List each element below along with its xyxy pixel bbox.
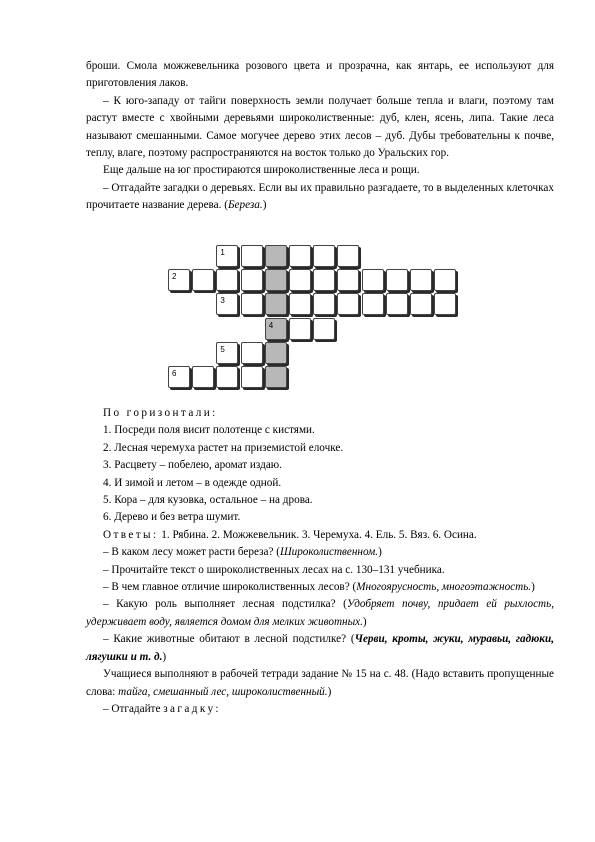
paragraph-h xyxy=(86,405,554,422)
paragraph-q4 xyxy=(86,596,554,631)
crossword-cell xyxy=(337,269,359,291)
crossword-cell xyxy=(289,318,311,340)
paragraph-c1 xyxy=(86,422,554,439)
crossword-cell xyxy=(216,342,238,364)
crossword-cell xyxy=(386,293,408,315)
crossword-cell xyxy=(241,245,263,267)
crossword-cell xyxy=(313,245,335,267)
paragraph-q1 xyxy=(86,544,554,561)
crossword-cell xyxy=(216,245,238,267)
paragraph-q3 xyxy=(86,579,554,596)
text-run: – В каком лесу может расти береза? ( xyxy=(103,546,280,559)
clue-number: 6 xyxy=(172,369,177,378)
text-run: Черви, кроты, жуки, муравьи, гадюки, лягушки и т. д. xyxy=(86,633,554,663)
crossword-cell-highlighted xyxy=(265,366,287,388)
paragraph-c2 xyxy=(86,440,554,457)
text-run: Учащиеся выполняют в рабочей тетради задание № 15 на с. 48. (Надо вставить пропущенные слова: xyxy=(86,668,554,698)
crossword-cell xyxy=(216,269,238,291)
clue-number: 2 xyxy=(172,272,177,282)
text-run: 6. Дерево и без ветра шумит. xyxy=(103,511,241,524)
paragraph-last xyxy=(86,701,554,718)
text-run: ) xyxy=(262,199,267,212)
crossword-cell xyxy=(216,293,238,315)
clue-number: 5 xyxy=(220,344,225,354)
paragraph-c3 xyxy=(86,457,554,474)
text-run: – Какие животные обитают в лесной подстилке? ( xyxy=(103,633,355,646)
crossword-cell xyxy=(337,245,359,267)
text-run: – К юго-западу от тайги поверхность земли получает больше тепла и влаги, поэтому там растут вместе с хвойными деревьями широколиственные: дуб, клен, ясень, липа. Такие леса называют смешанными. Самое могучее дерево этих лесов – дуб. Дубы требовательны к почве, теплу, влаге, поэтому распространяются на восток только до Уральских гор. xyxy=(86,94,554,160)
crossword-cell xyxy=(434,293,456,315)
crossword-cell xyxy=(410,293,432,315)
text-run: 3. Расцвету – побелею, аромат издаю. xyxy=(103,459,282,472)
crossword-grid xyxy=(0,0,595,400)
text-run: Широколиственном. xyxy=(279,546,379,559)
crossword-cell-highlighted xyxy=(265,269,287,291)
crossword-cell-highlighted xyxy=(265,293,287,315)
text-run: – Отгадайте загадки о деревьях. Если вы их правильно разгадаете, то в выделенных клеточках прочитаете название дерева. ( xyxy=(86,181,554,212)
crossword-cell xyxy=(362,293,384,315)
text-run: Удобряет почву, придает ей рыхлость, удерживает воду, является домом для мелких животных. xyxy=(86,598,554,628)
crossword-cell-highlighted xyxy=(265,342,287,364)
text-run: – Прочитайте текст о широколиственных лесах на с. 130–131 учебника. xyxy=(103,563,445,576)
crossword-cell xyxy=(410,269,432,291)
text-run: загадку: xyxy=(163,702,221,715)
text-run: По горизонтали: xyxy=(103,407,218,419)
crossword-cell xyxy=(362,269,384,291)
crossword-cell xyxy=(289,293,311,315)
crossword-cell xyxy=(434,269,456,291)
paragraph-c5 xyxy=(86,492,554,509)
crossword-cell xyxy=(337,293,359,315)
text-run: 4. И зимой и летом – в одежде одной. xyxy=(103,476,282,489)
text-run: 1. Рябина. 2. Можжевельник. 3. Черемуха. 4. Ель. 5. Вяз. 6. Осина. xyxy=(158,528,477,541)
text-run: Ответы: xyxy=(103,528,159,541)
crossword-cell xyxy=(241,342,263,364)
text-run: тайга, смешанный лес, широколиственный. xyxy=(118,685,328,698)
crossword-cell xyxy=(192,366,214,388)
text-run: ) xyxy=(327,685,332,698)
text-run: ) xyxy=(531,581,535,594)
paragraph-q5 xyxy=(86,631,554,666)
crossword-cell xyxy=(168,269,190,291)
clue-number: 4 xyxy=(268,320,274,330)
crossword-cell xyxy=(289,269,311,291)
paragraph-c4 xyxy=(86,475,554,492)
crossword-cell xyxy=(313,293,335,315)
text-run: 2. Лесная черемуха растет на приземистой елочке. xyxy=(103,441,344,454)
text-run: Береза. xyxy=(227,199,263,212)
crossword-cell xyxy=(216,366,238,388)
text-run: Многоярусность, многоэтажность. xyxy=(356,581,532,594)
crossword-cell xyxy=(386,269,408,291)
paragraph-c6 xyxy=(86,509,554,526)
clue-number: 3 xyxy=(220,296,225,306)
paragraph-ans xyxy=(86,527,554,544)
text-run: Еще дальше на юг простираются широколиственные леса и рощи. xyxy=(103,164,420,177)
paragraph-w xyxy=(86,666,554,701)
text-run: броши. Смола можжевельника розового цвета и прозрачна, как янтарь, ее используют для приготовления лаков. xyxy=(86,60,554,90)
text-run: 5. Кора – для кузовка, остальное – на дрова. xyxy=(103,494,313,507)
crossword-cell-highlighted xyxy=(265,318,287,340)
text-block-bottom xyxy=(86,405,554,718)
text-run: ) xyxy=(362,615,367,628)
crossword-cell-highlighted xyxy=(265,245,287,267)
text-run: – Какую роль выполняет лесная подстилка? ( xyxy=(103,598,347,611)
crossword-cell xyxy=(241,366,263,388)
text-run: 1. Посреди поля висит полотенце с кистями. xyxy=(103,424,315,437)
text-run: – Отгадайте xyxy=(103,702,164,715)
crossword-cell xyxy=(313,269,335,291)
text-run: ) xyxy=(162,650,167,663)
text-run: ) xyxy=(378,546,382,559)
paragraph-q2 xyxy=(86,562,554,579)
text-run: – В чем главное отличие широколиственных лесов? ( xyxy=(103,581,357,594)
crossword-cell xyxy=(241,293,263,315)
crossword-cell xyxy=(289,245,311,267)
crossword-cell xyxy=(168,366,190,388)
crossword-cell xyxy=(192,269,214,291)
crossword-cell xyxy=(313,318,335,340)
crossword-cell xyxy=(241,269,263,291)
clue-number: 1 xyxy=(220,248,225,257)
